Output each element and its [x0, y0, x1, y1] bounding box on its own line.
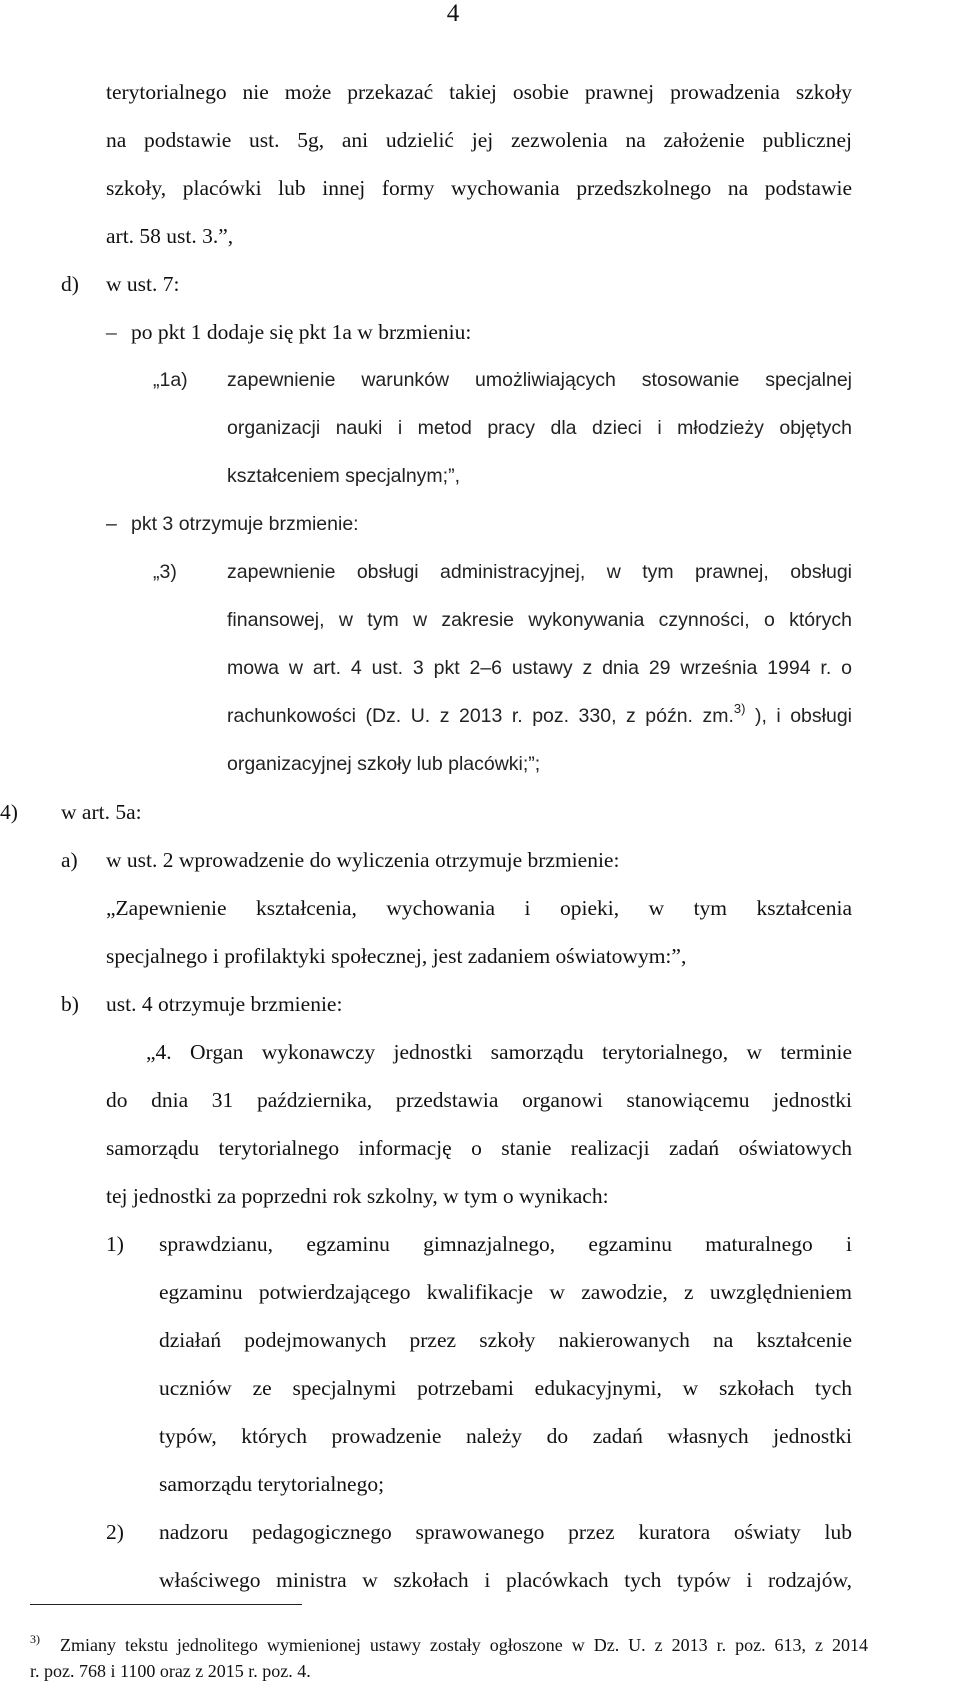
- quote-line: kształceniem specjalnym;”,: [227, 465, 460, 487]
- list-item-line: właściwego ministra w szkołach i placówkach tych typów i rodzajów,: [159, 1568, 852, 1592]
- dash-marker: –: [106, 513, 117, 535]
- quote-line: mowa w art. 4 ust. 3 pkt 2–6 ustawy z dnia 29 września 1994 r. o: [227, 657, 852, 679]
- paragraph-line: art. 58 ust. 3.”,: [106, 224, 234, 248]
- quote-line: do dnia 31 października, przedstawia organowi stanowiącemu jednostki: [106, 1088, 852, 1112]
- list-item-text: w ust. 7:: [106, 272, 180, 296]
- list-item-line: egzaminu potwierdzającego kwalifikacje w zawodzie, z uwzględnieniem: [159, 1280, 852, 1304]
- quote-line: „4. Organ wykonawczy jednostki samorządu terytorialnego, w terminie: [146, 1040, 852, 1064]
- footnote-line: Zmiany tekstu jednolitego wymienionej ustawy zostały ogłoszone w Dz. U. z 2013 r. poz. 613, z 2014: [60, 1635, 868, 1655]
- list-item-line: samorządu terytorialnego;: [159, 1472, 385, 1496]
- list-item-text: ust. 4 otrzymuje brzmienie:: [106, 992, 343, 1016]
- dash-marker: –: [106, 320, 117, 344]
- footnote-marker: 3): [30, 1632, 40, 1646]
- paragraph-line: terytorialnego nie może przekazać takiej osobie prawnej prowadzenia szkoły: [106, 80, 852, 104]
- list-item-line: typów, których prowadzenie należy do zadań własnych jednostki: [159, 1424, 852, 1448]
- quote-line: tej jednostki za poprzedni rok szkolny, w tym o wynikach:: [106, 1184, 609, 1208]
- paragraph-line: na podstawie ust. 5g, ani udzielić jej zezwolenia na założenie publicznej: [106, 128, 852, 152]
- list-item-line: sprawdzianu, egzaminu gimnazjalnego, egzaminu maturalnego i: [159, 1232, 852, 1256]
- list-marker: a): [61, 848, 78, 872]
- list-item-line: uczniów ze specjalnymi potrzebami edukacyjnymi, w szkołach tych: [159, 1376, 852, 1400]
- quote-line: „Zapewnienie kształcenia, wychowania i opieki, w tym kształcenia: [106, 896, 852, 920]
- list-item-line: działań podejmowanych przez szkoły nakierowanych na kształcenie: [159, 1328, 852, 1352]
- quote-line: organizacyjnej szkoły lub placówki;”;: [227, 753, 541, 775]
- quote-line: finansowej, w tym w zakresie wykonywania czynności, o których: [227, 609, 852, 631]
- quote-line: samorządu terytorialnego informację o stanie realizacji zadań oświatowych: [106, 1136, 852, 1160]
- list-marker: 2): [106, 1520, 124, 1544]
- footnote-reference[interactable]: 3): [733, 701, 746, 716]
- list-marker: 1): [106, 1232, 124, 1256]
- quote-marker: „1a): [153, 369, 188, 391]
- list-marker: b): [61, 992, 79, 1016]
- quote-line: zapewnienie obsługi administracyjnej, w tym prawnej, obsługi: [227, 561, 852, 583]
- list-item-line: nadzoru pedagogicznego sprawowanego przez kuratora oświaty lub: [159, 1520, 852, 1544]
- footnote-divider: [30, 1604, 302, 1605]
- dash-item-text: pkt 3 otrzymuje brzmienie:: [131, 513, 359, 535]
- quote-line: organizacji nauki i metod pracy dla dzieci i młodzieży objętych: [227, 417, 852, 439]
- quote-marker: „3): [153, 561, 177, 583]
- quote-line: specjalnego i profilaktyki społecznej, jest zadaniem oświatowym:”,: [106, 944, 687, 968]
- list-marker: 4): [0, 800, 18, 824]
- quote-line: zapewnienie warunków umożliwiających stosowanie specjalnej: [227, 369, 852, 391]
- list-item-text: w ust. 2 wprowadzenie do wyliczenia otrzymuje brzmienie:: [106, 848, 620, 872]
- quote-line: rachunkowości (Dz. U. z 2013 r. poz. 330, z późn. zm.$^{3)}$ ), i obsługi: [227, 701, 852, 727]
- list-item-text: w art. 5a:: [61, 800, 142, 824]
- dash-item-text: po pkt 1 dodaje się pkt 1a w brzmieniu:: [131, 320, 472, 344]
- page-number: 4: [446, 0, 460, 27]
- paragraph-line: szkoły, placówki lub innej formy wychowania przedszkolnego na podstawie: [106, 176, 852, 200]
- list-marker: d): [61, 272, 79, 296]
- footnote-line: r. poz. 768 i 1100 oraz z 2015 r. poz. 4.: [30, 1661, 311, 1681]
